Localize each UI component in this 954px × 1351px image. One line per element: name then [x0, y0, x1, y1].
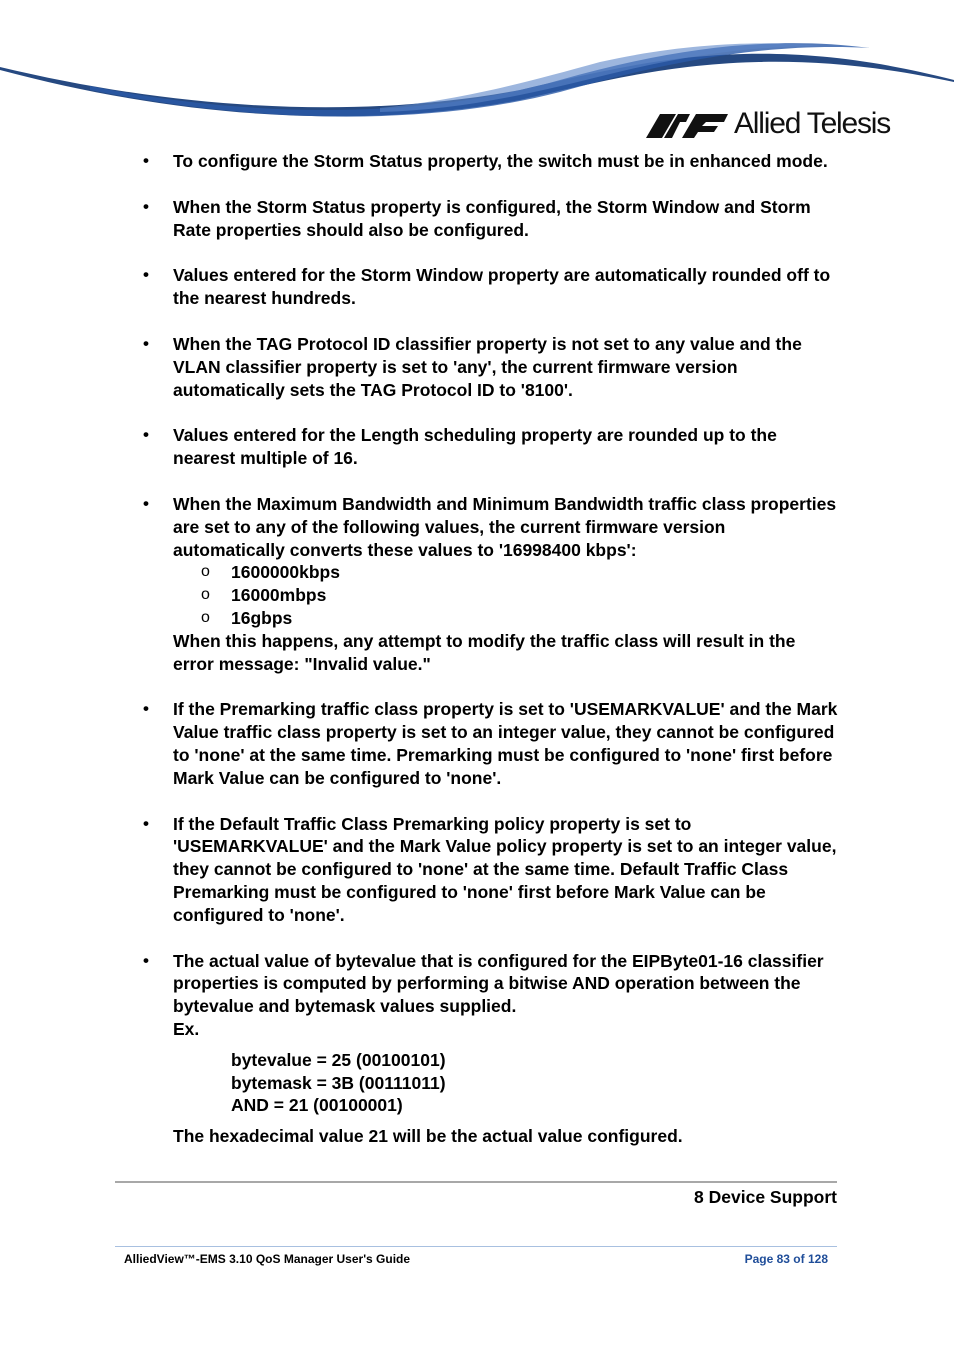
bullet-icon: • — [143, 333, 149, 353]
bullet-icon: • — [143, 813, 149, 833]
sub-item-text: 16000mbps — [231, 585, 327, 606]
example-label: Ex. — [173, 1018, 200, 1039]
bullet-icon: • — [143, 950, 149, 970]
allied-telesis-logo — [646, 107, 906, 148]
footer-page-number: Page 83 of 128 — [744, 1252, 828, 1266]
bullet-text: If the Premarking traffic class property is set to 'USEMARKVALUE' and the Mark Value traffic class property is set to an integer value, they cannot be configured to 'none' at the same time. Premarking must be configured to 'none' first before Mark Value can be configured to 'none'. — [173, 699, 838, 788]
list-item — [140, 950, 840, 1148]
bullet-icon: • — [143, 196, 149, 216]
list-item — [140, 698, 840, 789]
circle-bullet-icon: o — [201, 608, 210, 626]
bullet-text: The actual value of bytevalue that is configured for the EIPByte01-16 classifier properties is computed by performing a bitwise AND operation between the bytevalue and bytemask values supplied. — [173, 950, 824, 1017]
sub-item-text: 1600000kbps — [231, 562, 340, 583]
bullet-icon: • — [143, 699, 149, 719]
bullet-text: When the Storm Status property is configured, the Storm Window and Storm Rate properties should also be configured. — [173, 196, 811, 240]
bullet-text: When the TAG Protocol ID classifier property is not set to any value and the VLAN classifier property is set to 'any', the current firmware version automatically sets the TAG Protocol ID to '8100'. — [173, 333, 802, 400]
list-item — [140, 150, 840, 173]
bullet-text: If the Default Traffic Class Premarking policy property is set to 'USEMARKVALUE' and the Mark Value policy property is set to an integer value, they cannot be configured to 'none' at the same time. Default Traffic Class Premarking must be configured to 'none' first before Mark Value can be configured to 'none'. — [173, 813, 837, 925]
footer-guide-title: AlliedView™-EMS 3.10 QoS Manager User's Guide — [124, 1252, 411, 1266]
bullet-text: Values entered for the Storm Window property are automatically rounded off to the nearest hundreds. — [173, 265, 831, 309]
list-item — [140, 196, 840, 242]
allied-telesis-logo-mark-icon — [646, 114, 728, 138]
example-line: bytevalue = 25 (00100101) — [231, 1049, 446, 1070]
bullet-followup-text: When this happens, any attempt to modify the traffic class will result in the error message: "Invalid value." — [173, 630, 796, 674]
sub-list-item — [173, 584, 840, 607]
circle-bullet-icon: o — [201, 563, 210, 581]
list-item — [140, 264, 840, 310]
logo-wordmark: Allied Telesis — [734, 107, 891, 140]
bullet-text: When the Maximum Bandwidth and Minimum Bandwidth traffic class properties are set to any of the following values, the current firmware version automatically converts these values to '16998400 kbps': — [173, 493, 837, 560]
sub-list-item — [173, 561, 840, 584]
sub-list-item — [173, 607, 840, 630]
example-block — [231, 1049, 840, 1117]
list-item — [140, 493, 840, 675]
list-item — [140, 333, 840, 401]
footer-divider — [115, 1246, 837, 1247]
bullet-icon: • — [143, 493, 149, 513]
chapter-title: 8 Device Support — [694, 1187, 837, 1207]
list-item — [140, 813, 840, 927]
notes-list — [140, 150, 840, 1171]
chapter-divider — [115, 1181, 837, 1183]
bullet-icon: • — [143, 425, 149, 445]
bandwidth-values-list — [173, 561, 840, 629]
bullet-icon: • — [143, 265, 149, 285]
bullet-text: Values entered for the Length scheduling property are rounded up to the nearest multiple of 16. — [173, 425, 777, 469]
bullet-followup-text: The hexadecimal value 21 will be the actual value configured. — [173, 1126, 683, 1147]
example-line: AND = 21 (00100001) — [231, 1095, 403, 1116]
bullet-text: To configure the Storm Status property, the switch must be in enhanced mode. — [173, 151, 828, 171]
circle-bullet-icon: o — [201, 586, 210, 604]
example-line: bytemask = 3B (00111011) — [231, 1072, 446, 1093]
bullet-icon: • — [143, 151, 149, 170]
sub-item-text: 16gbps — [231, 607, 293, 628]
list-item — [140, 424, 840, 470]
